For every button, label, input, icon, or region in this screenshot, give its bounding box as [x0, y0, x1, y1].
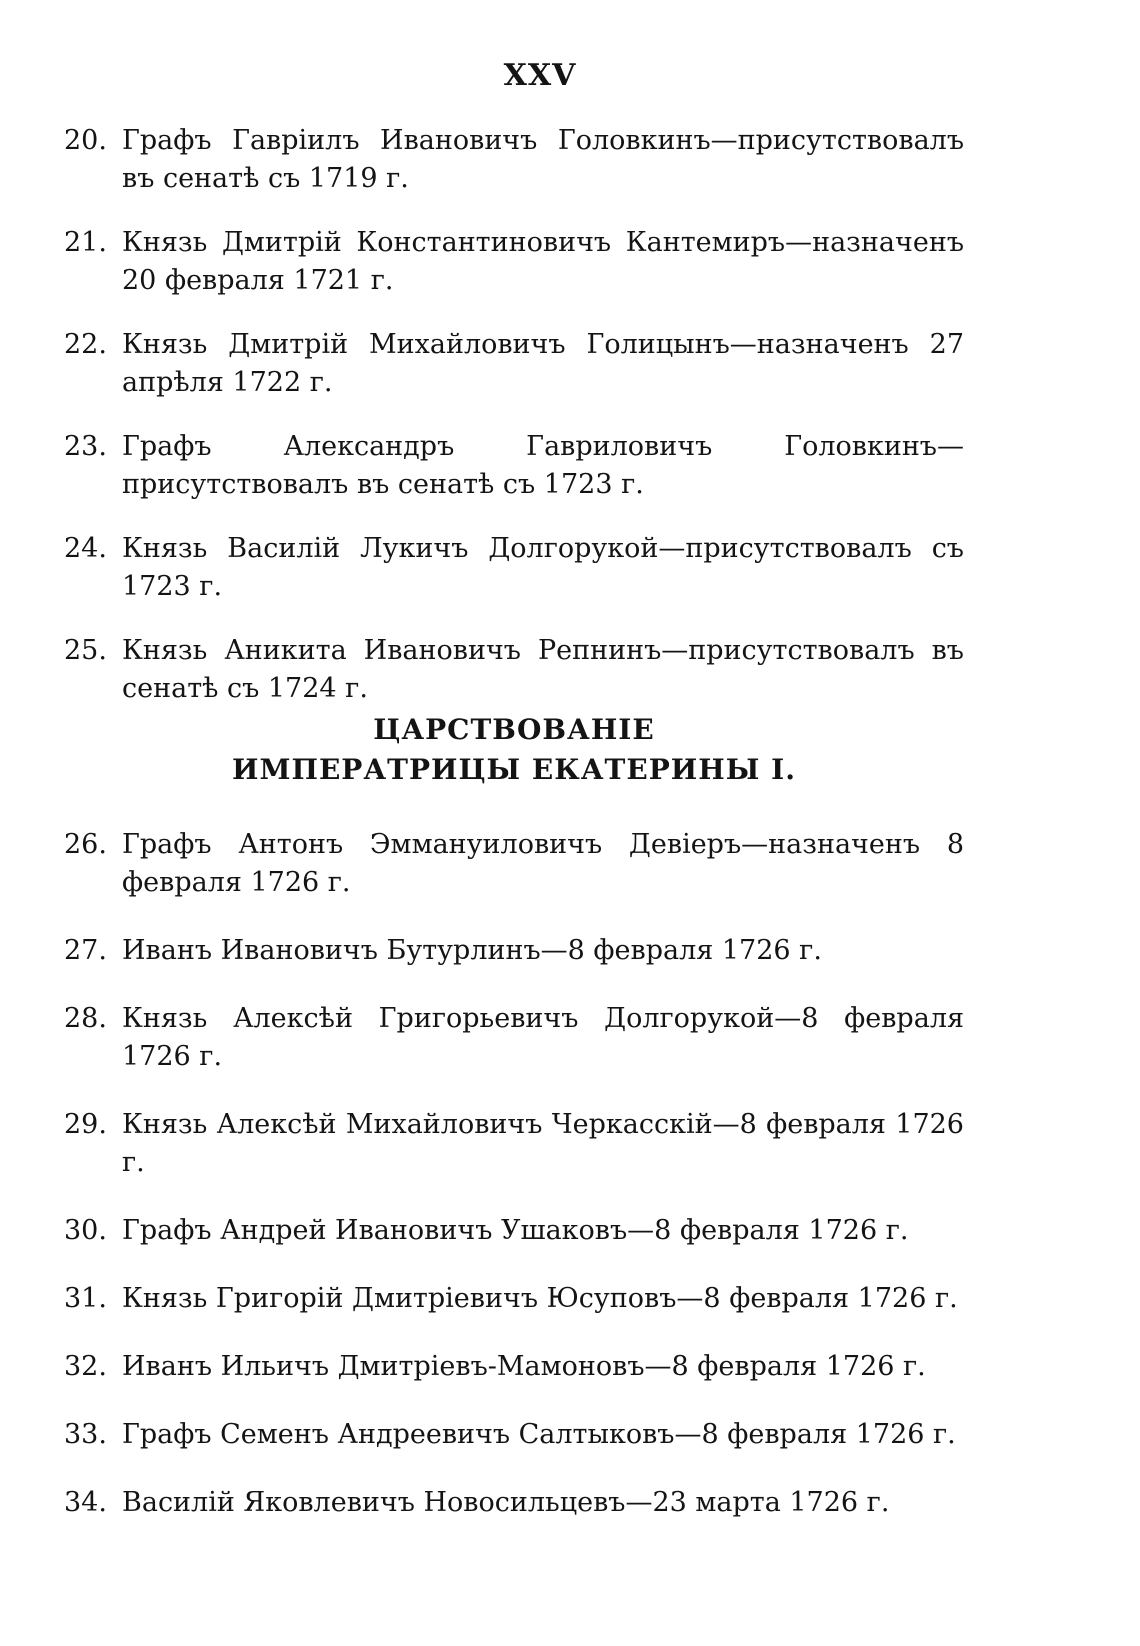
list-item [64, 826, 964, 902]
entry-number: 21. [64, 227, 107, 258]
entry-number: 22. [64, 329, 107, 360]
entry-list-after [64, 826, 964, 1552]
page-number: XXV [503, 58, 577, 93]
entry-list-before [64, 122, 964, 734]
entry-number: 27. [64, 935, 107, 966]
list-item [64, 428, 964, 504]
section-heading-line1: ЦАРСТВОВАНІЕ [373, 713, 655, 746]
list-item [64, 122, 964, 198]
list-item [64, 632, 964, 708]
entry-text: Иванъ Ильичъ Дмитріевъ-Мамоновъ—8 февраля 1726 г. [122, 1351, 926, 1382]
entry-text: Графъ Андрей Ивановичъ Ушаковъ—8 февраля 1726 г. [122, 1215, 909, 1246]
entry-number: 26. [64, 829, 107, 860]
entry-text: Графъ Александръ Гавриловичъ Головкинъ—присутствовалъ въ сенатѣ съ 1723 г. [122, 431, 964, 500]
list-item [64, 1000, 964, 1076]
list-item [64, 1212, 964, 1250]
entry-text: Иванъ Ивановичъ Бутурлинъ—8 февраля 1726 г. [122, 935, 822, 966]
entry-text: Графъ Семенъ Андреевичъ Салтыковъ—8 февраля 1726 г. [122, 1419, 956, 1450]
list-item [64, 1106, 964, 1182]
entry-number: 29. [64, 1109, 107, 1140]
list-item [64, 326, 964, 402]
entry-number: 32. [64, 1351, 107, 1382]
entry-number: 33. [64, 1419, 107, 1450]
entry-text: Князь Алексѣй Григорьевичъ Долгорукой—8 февраля 1726 г. [122, 1003, 964, 1072]
entry-number: 31. [64, 1283, 107, 1314]
entry-text: Графъ Гавріилъ Ивановичъ Головкинъ—присутствовалъ въ сенатѣ съ 1719 г. [122, 125, 964, 194]
list-item [64, 530, 964, 606]
entry-text: Василій Яковлевичъ Новосильцевъ—23 марта 1726 г. [122, 1487, 890, 1518]
entry-number: 25. [64, 635, 107, 666]
entry-text: Князь Григорій Дмитріевичъ Юсуповъ—8 февраля 1726 г. [122, 1283, 958, 1314]
entry-number: 24. [64, 533, 107, 564]
entry-number: 34. [64, 1487, 107, 1518]
section-heading-line2: ИМПЕРАТРИЦЫ ЕКАТЕРИНЫ I. [232, 753, 796, 786]
entry-text: Князь Дмитрій Константиновичъ Кантемиръ—назначенъ 20 февраля 1721 г. [122, 227, 964, 296]
entry-number: 30. [64, 1215, 107, 1246]
list-item [64, 932, 964, 970]
entry-text: Графъ Антонъ Эммануиловичъ Девіеръ—назначенъ 8 февраля 1726 г. [122, 829, 964, 898]
entry-text: Князь Аникита Ивановичъ Репнинъ—присутствовалъ въ сенатѣ съ 1724 г. [122, 635, 964, 704]
entry-text: Князь Дмитрій Михайловичъ Голицынъ—назначенъ 27 апрѣля 1722 г. [122, 329, 964, 398]
entry-number: 28. [64, 1003, 107, 1034]
list-item [64, 1484, 964, 1522]
list-item [64, 1416, 964, 1454]
entry-number: 23. [64, 431, 107, 462]
entry-text: Князь Василій Лукичъ Долгорукой—присутствовалъ съ 1723 г. [122, 533, 964, 602]
entry-text: Князь Алексѣй Михайловичъ Черкасскій—8 февраля 1726 г. [122, 1109, 964, 1178]
section-heading [64, 710, 964, 790]
list-item [64, 1348, 964, 1386]
list-item [64, 224, 964, 300]
entry-number: 20. [64, 125, 107, 156]
list-item [64, 1280, 964, 1318]
